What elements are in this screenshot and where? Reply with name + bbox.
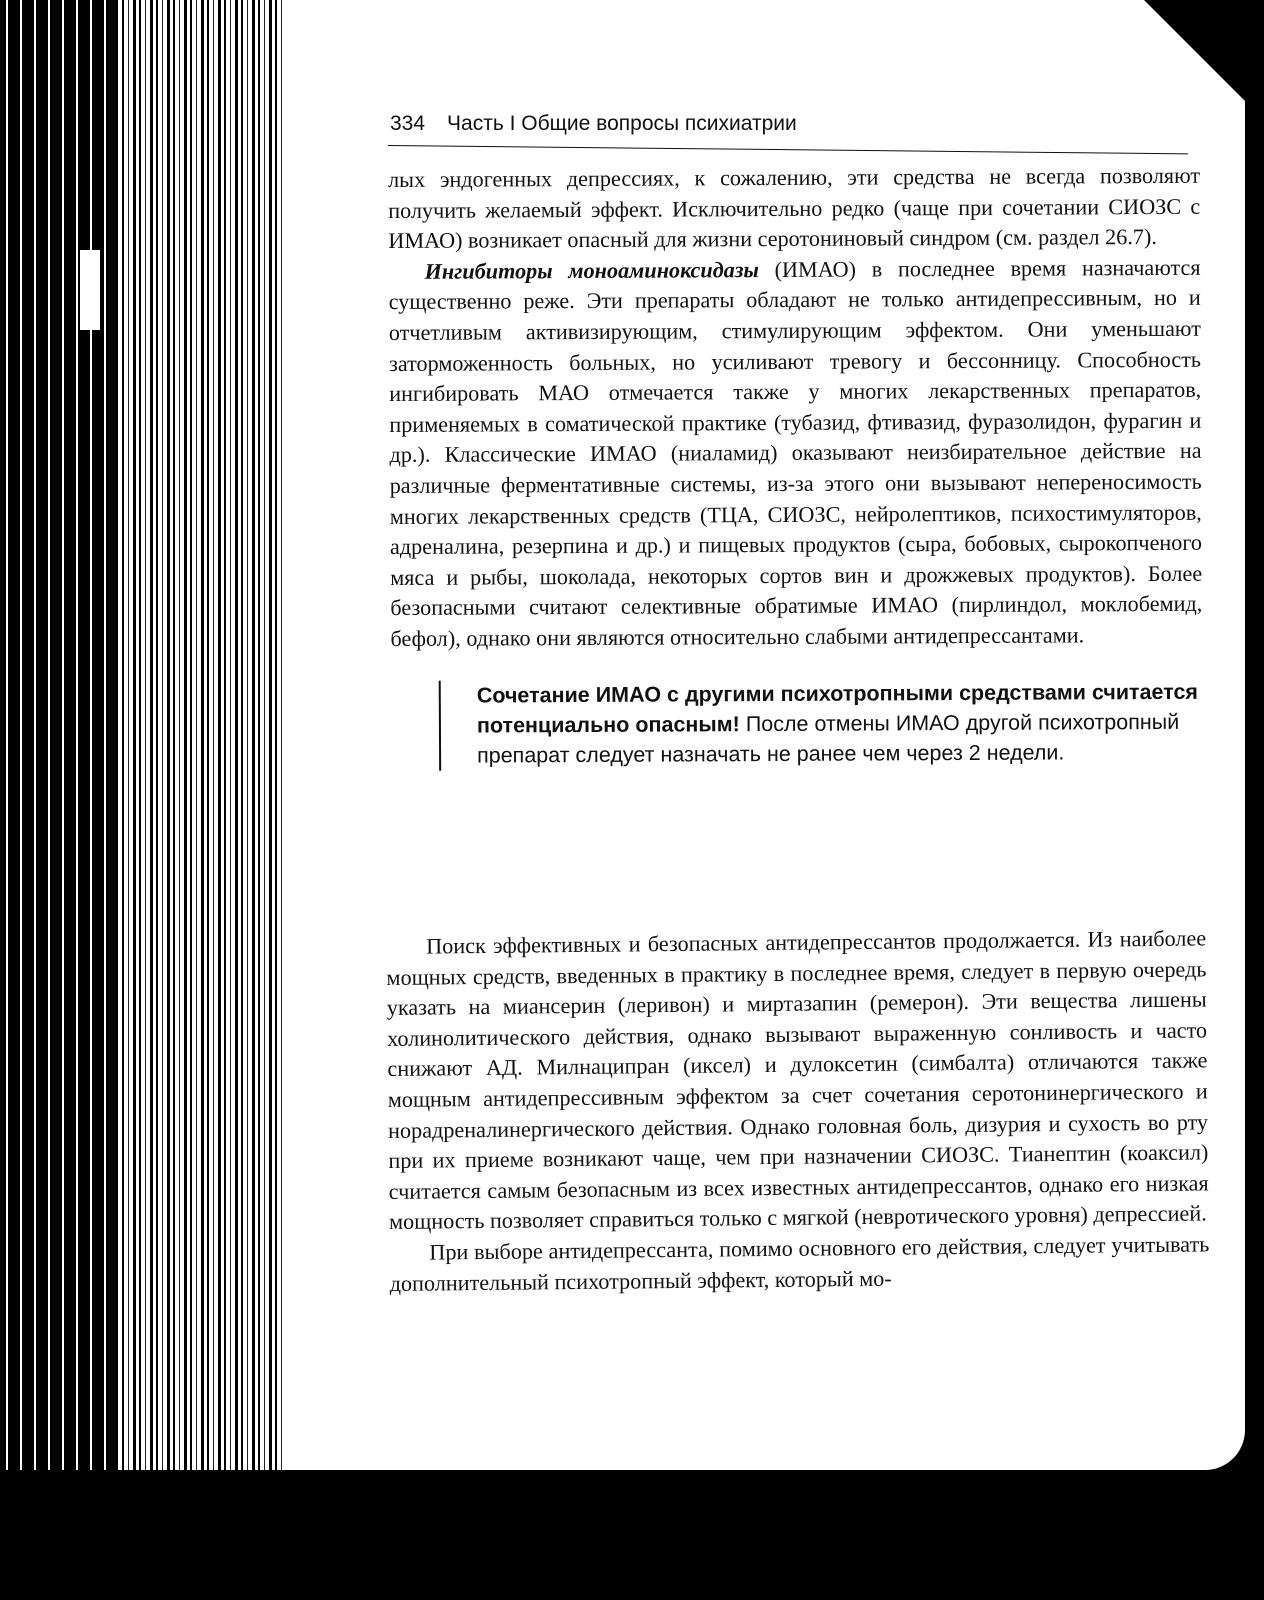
page-number: 334 <box>390 112 426 135</box>
paragraph-choice: При выборе антидепрессанта, помимо основного его действия, следует учитывать дополнительный психотропный эффект, который мо- <box>389 1231 1210 1296</box>
running-title: Часть I Общие вопросы психиатрии <box>447 112 797 135</box>
callout-text: После отмены ИМАО другой психотропный препарат следует назначать не ранее чем через 2 недели. <box>477 709 1180 768</box>
body-text-bottom <box>386 923 1210 1299</box>
scan-bottom-shadow <box>0 1470 1264 1600</box>
paragraph-continued: лых эндогенных депрессиях, к сожалению, эти средства не всегда позволяют получить желаемый эффект. Исключительно редко (чаще при сочетании СИОЗС с ИМАО) возникает опасный для жизни серотониновый синдром (см. раздел 26.7). <box>388 162 1201 254</box>
page-edge-notch <box>80 250 100 330</box>
term-imao: Ингибиторы моноаминоксидазы <box>424 256 759 284</box>
running-head <box>390 112 1190 136</box>
body-text-top <box>388 161 1203 799</box>
paragraph-imao-text: (ИМАО) в последнее время назначаются существенно реже. Эти препараты обладают не только антидепрессивным, но и отчетливым активизирующим, стимулирующим эффектом. Они уменьшают заторможенность больных, но усиливают тревогу и бессонницу. Способность ингибировать МАО отмечается также у многих лекарственных препаратов, применяемых в соматической практике (тубазид, фтивазид, фуразолидон, фурагин и др.). Классические ИМАО (ниаламид) оказывают неизбирательное действие на различные ферментативные системы, из-за этого они вызывают непереносимость многих лекарственных средств (ТЦА, СИОЗС, нейролептиков, психостимуляторов, адреналина, резерпина и др.) и пищевых продуктов (сыра, бобовых, сырокопченого мяса и рыбы, шоколада, некоторых сортов вин и дрожжевых продуктов). Более безопасными считают селективные обратимые ИМАО (пирлиндол, моклобемид, бефол), однако они являются относительно слабыми антидепрессантами. <box>388 254 1203 651</box>
warning-callout <box>439 676 1203 770</box>
page-edge-stack <box>0 0 310 1600</box>
paragraph-search: Поиск эффективных и безопасных антидепрессантов продолжается. Из наиболее мощных средств, введенных в практику в последнее время, следует в первую очередь указать на миансерин (леривон) и миртазапин (ремерон). Эти вещества лишены холинолитического действия, однако вызывают выраженную сонливость и часто снижают АД. Милнаципран (иксел) и дулоксетин (симбалта) отличаются также мощным антидепрессивным эффектом за счет сочетания серотонинергического и норадреналинергического действия. Однако головная боль, дизурия и сухость во рту при их приеме возникают чаще, чем при назначении СИОЗС. Тианептин (коаксил) считается самым безопасным из всех известных антидепрессантов, однако его низкая мощность позволяет справиться только с мягкой (невротического уровня) депрессией. <box>386 925 1209 1235</box>
paragraph-imao <box>388 253 1202 655</box>
callout-bold: Сочетание ИМАО с другими психотропными средствами считается потенциально опасным! <box>476 679 1198 738</box>
